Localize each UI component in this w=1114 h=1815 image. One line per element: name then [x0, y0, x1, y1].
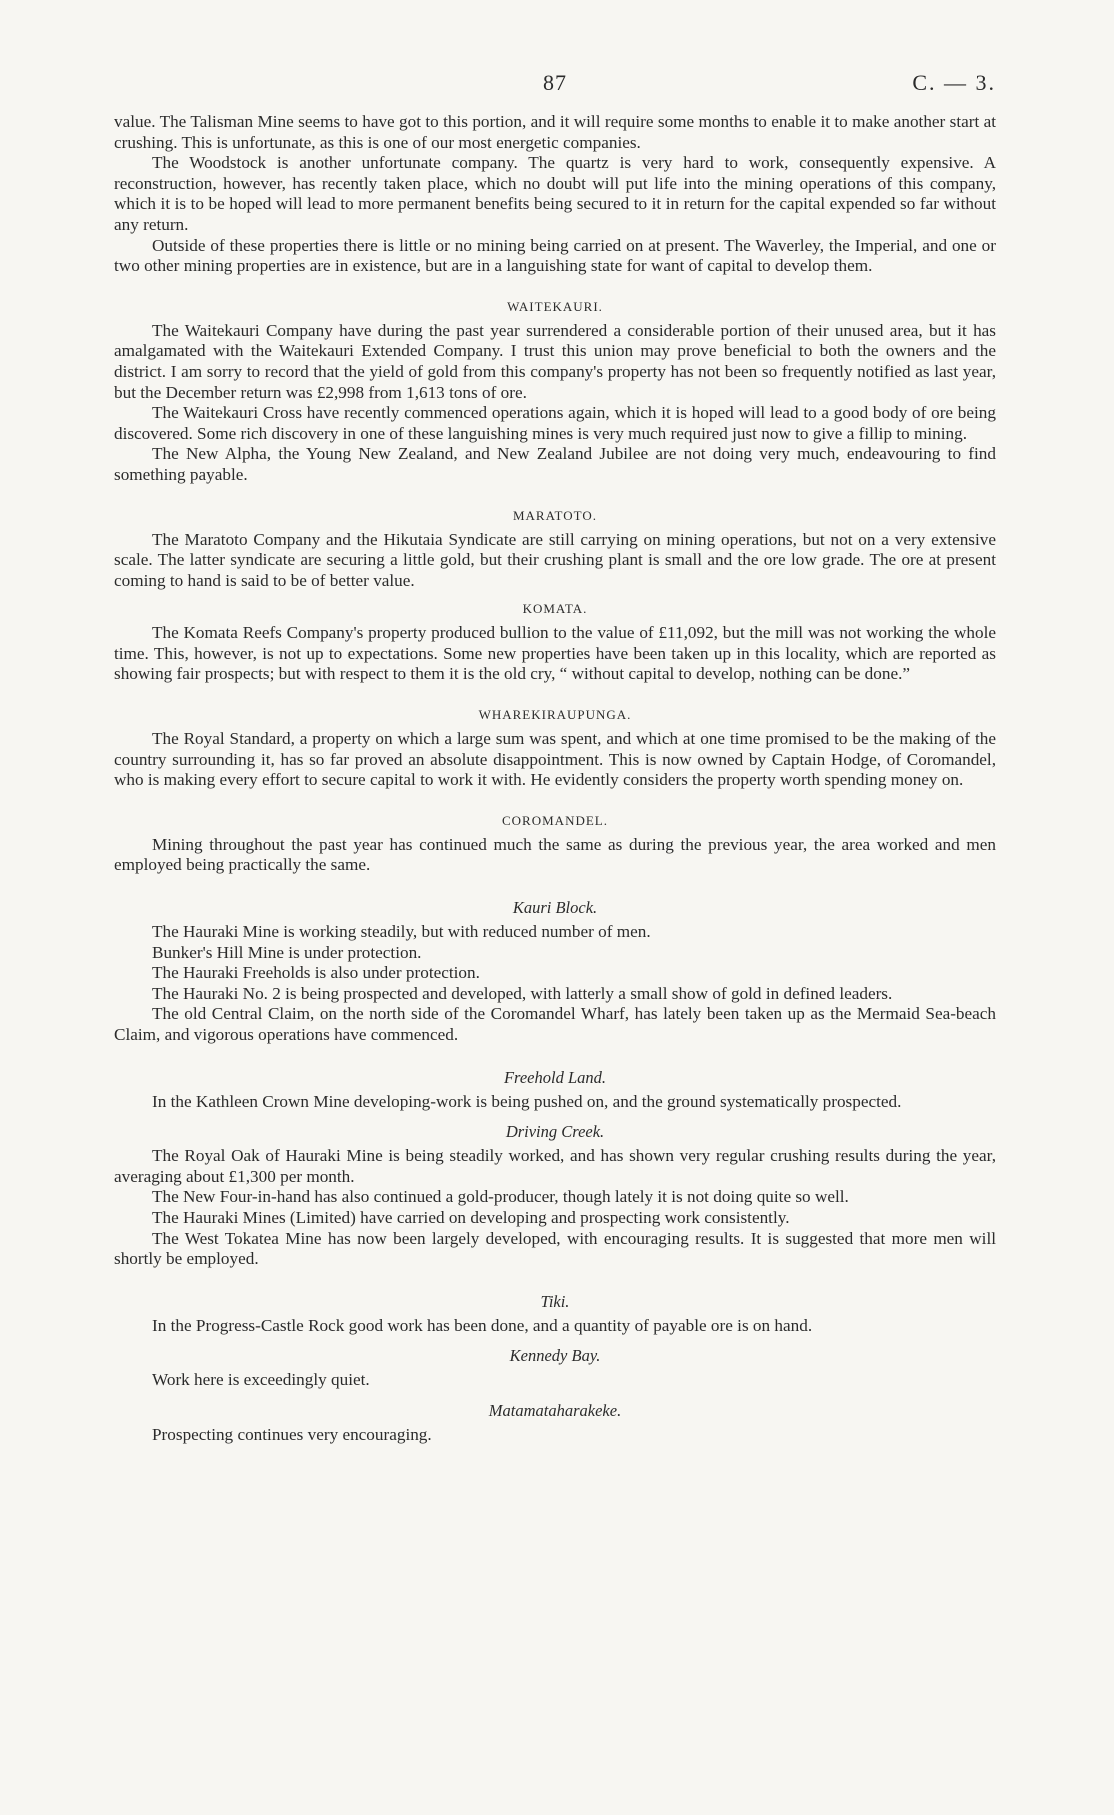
- page-header: [114, 68, 996, 112]
- paragraph: Prospecting continues very encouraging.: [152, 1424, 432, 1444]
- paragraph: Mining throughout the past year has continued much the same as during the previous year, the area worked and men employed being practically the same.: [114, 834, 996, 875]
- paragraph: Outside of these properties there is little or no mining being carried on at present. The Waverley, the Imperial, and one or two other mining properties are in existence, but are in a languishing state for want of capital to develop them.: [114, 235, 996, 276]
- subsection-heading-kauri-block: Kauri Block.: [512, 898, 598, 918]
- subsection-heading-driving-creek: Driving Creek.: [505, 1122, 605, 1142]
- subsection-heading-kennedy-bay: Kennedy Bay.: [509, 1346, 601, 1366]
- paragraph: The New Four-in-hand has also continued a gold-producer, though lately it is not doing quite so well.: [152, 1187, 849, 1207]
- section-heading-maratoto: MARATOTO.: [512, 507, 597, 523]
- intro-section: [114, 112, 996, 277]
- subsection-heading-tiki: Tiki.: [540, 1291, 570, 1311]
- paragraph: Work here is exceedingly quiet.: [152, 1370, 370, 1390]
- paragraph: In the Kathleen Crown Mine developing-work is being pushed on, and the ground systematically prospected.: [152, 1091, 902, 1111]
- subsection-heading-matamataharakeke: Matamataharakeke.: [488, 1400, 622, 1420]
- paragraph: The Royal Oak of Hauraki Mine is being steadily worked, and has shown very regular crushing results during the year, averaging about £1,300 per month.: [114, 1146, 996, 1186]
- paragraph: The Komata Reefs Company's property produced bullion to the value of £11,092, but the mill was not working the whole time. This, however, is not up to expectations. Some new properties have been taken up in this locality, which are reported as showing fair prospects; but with respect to them it is the old cry, “ without capital to develop, nothing can be done.”: [114, 623, 996, 684]
- section-heading-waitekauri: WAITEKAURI.: [507, 298, 603, 314]
- section-heading-coromandel: COROMANDEL.: [502, 812, 608, 828]
- paragraph: The Waitekauri Company have during the past year surrendered a considerable portion of their unused area, but it has amalgamated with the Waitekauri Extended Company. I trust this union may prove beneficial to both the owners and the district. I am sorry to record that the yield of gold from this company's property has not been so frequently notified as last year, but the December return was £2,998 from 1,613 tons of ore.: [114, 320, 996, 402]
- subsection-heading-freehold-land: Freehold Land.: [503, 1067, 607, 1087]
- paragraph: The Waitekauri Cross have recently commenced operations again, which it is hoped will lead to a good body of ore being discovered. Some rich discovery in one of these languishing mines is very much required just now to give a fillip to mining.: [114, 403, 996, 443]
- paragraph: The New Alpha, the Young New Zealand, and New Zealand Jubilee are not doing very much, endeavouring to find something payable.: [114, 444, 996, 484]
- paragraph: The Royal Standard, a property on which a large sum was spent, and which at one time promised to be the making of the country surrounding it, has so far proved an absolute disappointment. This is now owned by Captain Hodge, of Coromandel, who is making every effort to secure capital to work it with. He evidently considers the property worth spending money on.: [114, 729, 996, 790]
- paragraph: value. The Talisman Mine seems to have got to this portion, and it will require some months to enable it to make another start at crushing. This is unfortunate, as this is one of our most energetic companies.: [114, 112, 996, 152]
- section-heading-komata: KOMATA.: [522, 601, 588, 617]
- paragraph: The Hauraki Mines (Limited) have carried on developing and prospecting work consistently.: [152, 1207, 790, 1227]
- paragraph: The Woodstock is another unfortunate company. The quartz is very hard to work, consequently expensive. A reconstruction, however, has recently taken place, which no doubt will put life into the mining operations of this company, which it is to be hoped will lead to more permanent benefits being secured to it in return for the capital expended so far without any return.: [114, 153, 996, 234]
- section-heading-wharekiraupunga: WHAREKIRAUPUNGA.: [478, 707, 632, 723]
- paragraph: The West Tokatea Mine has now been largely developed, with encouraging results. It is suggested that more men will shortly be employed.: [114, 1228, 996, 1269]
- paragraph: The Maratoto Company and the Hikutaia Syndicate are still carrying on mining operations, but not on a very extensive scale. The latter syndicate are securing a little gold, but their crushing plant is small and the ore low grade. The ore at present coming to hand is said to be of better value.: [114, 529, 996, 590]
- paragraph: The Hauraki No. 2 is being prospected and developed, with latterly a small show of gold in defined leaders.: [152, 983, 893, 1003]
- paragraph: The Hauraki Mine is working steadily, but with reduced number of men.: [152, 922, 651, 942]
- document-reference: C. — 3.: [912, 70, 996, 95]
- paragraph: In the Progress-Castle Rock good work has been done, and a quantity of payable ore is on hand.: [152, 1315, 813, 1335]
- page-number: 87: [543, 70, 567, 95]
- paragraph: Bunker's Hill Mine is under protection.: [152, 942, 422, 962]
- paragraph: The old Central Claim, on the north side of the Coromandel Wharf, has lately been taken up as the Mermaid Sea-beach Claim, and vigorous operations have commenced.: [114, 1004, 996, 1044]
- paragraph: The Hauraki Freeholds is also under protection.: [152, 963, 480, 983]
